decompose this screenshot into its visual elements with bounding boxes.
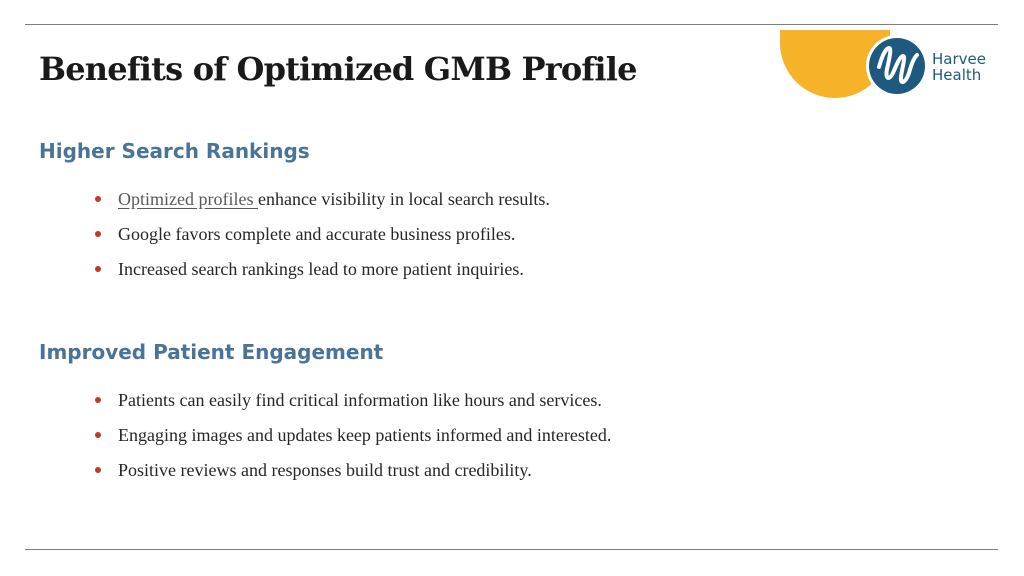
bullet-dot [95, 231, 101, 237]
section-heading-patient-engagement: Improved Patient Engagement [39, 340, 384, 364]
bullet-text: enhance visibility in local search results. [257, 189, 550, 209]
bullet-text: Patients can easily find critical information like hours and services. [118, 390, 602, 410]
bullet-dot [95, 432, 101, 438]
optimized-profiles-link[interactable]: Optimized profiles [118, 189, 258, 209]
list-item [93, 222, 550, 257]
bullet-text: Positive reviews and responses build trust and credibility. [118, 460, 532, 480]
list-item [93, 257, 550, 292]
list-item [93, 423, 611, 458]
logo-name-line1: Harvee [932, 50, 986, 68]
logo-wordmark [932, 51, 986, 83]
logo-name-line2: Health [932, 66, 982, 84]
slide-title: Benefits of Optimized GMB Profile [39, 50, 637, 88]
top-divider [25, 24, 998, 25]
search-rankings-bullet-list [93, 187, 550, 292]
harvee-health-logo-icon [865, 34, 929, 98]
bottom-divider [25, 549, 998, 550]
bullet-dot [95, 196, 101, 202]
list-item [93, 187, 550, 222]
list-item [93, 458, 611, 493]
list-item [93, 388, 611, 423]
bullet-dot [95, 467, 101, 473]
harvee-health-logo [780, 30, 1000, 110]
bullet-text: Engaging images and updates keep patients informed and interested. [118, 425, 612, 445]
bullet-text: Google favors complete and accurate business profiles. [118, 224, 516, 244]
bullet-text: Increased search rankings lead to more patient inquiries. [118, 259, 524, 279]
bullet-dot [95, 266, 101, 272]
patient-engagement-bullet-list [93, 388, 611, 493]
section-heading-search-rankings: Higher Search Rankings [39, 139, 310, 163]
bullet-dot [95, 397, 101, 403]
